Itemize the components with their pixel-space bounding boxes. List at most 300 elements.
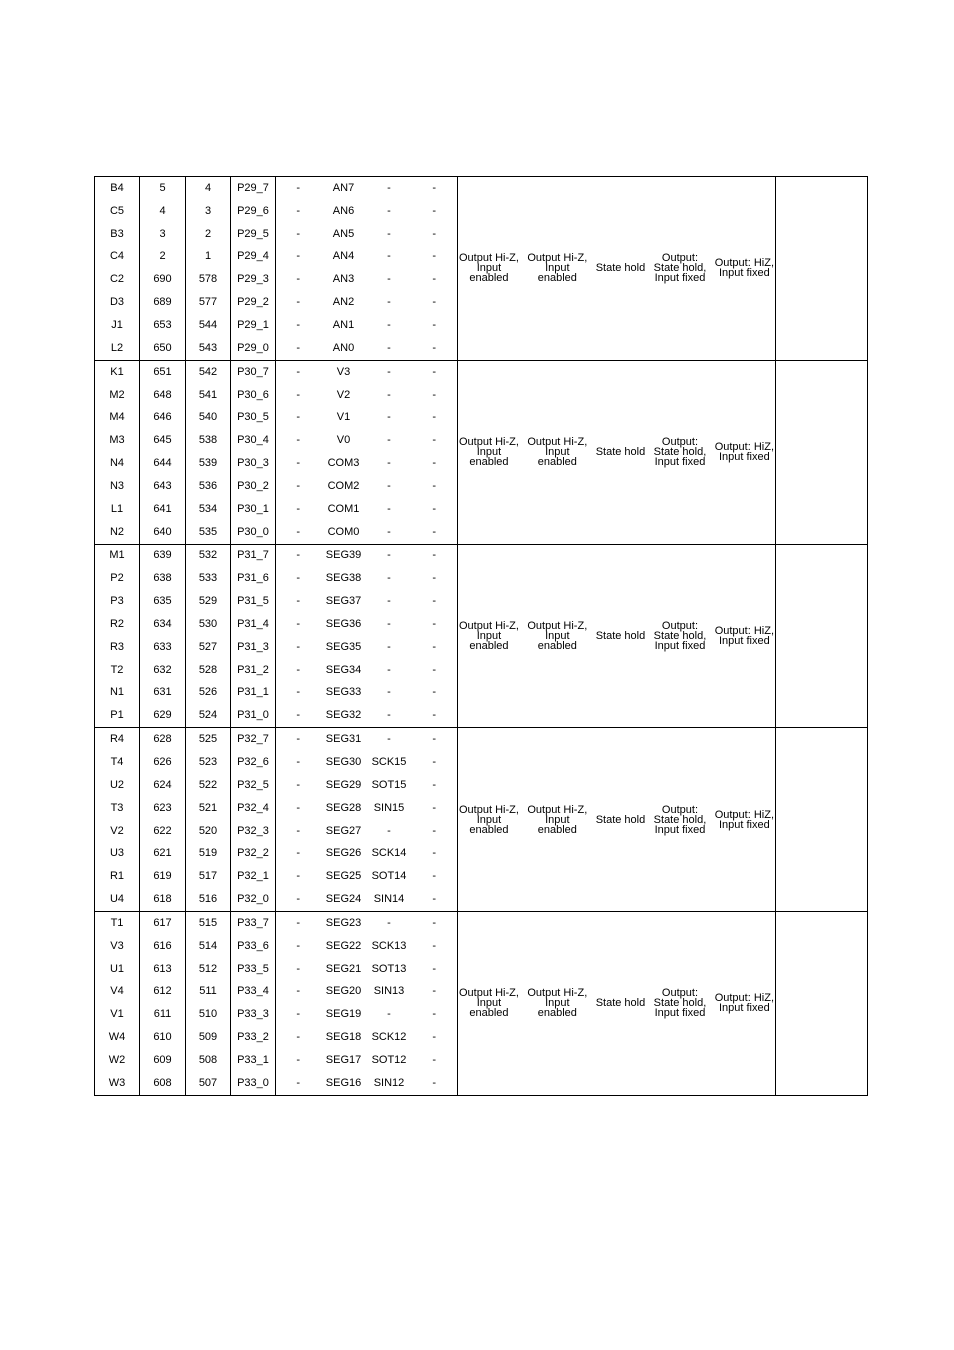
- qfp-pin-a-cell: 610: [140, 1026, 186, 1049]
- func-2-cell: AN3: [332, 273, 355, 286]
- func-3-cell: -: [387, 640, 391, 653]
- func-4-cell: -: [432, 962, 437, 975]
- func-4-cell: -: [412, 544, 458, 567]
- func-4-cell: -: [432, 572, 437, 585]
- func-2-cell: SEG24: [321, 888, 367, 911]
- qfp-pin-a-cell: 3: [140, 223, 186, 246]
- state-label-s1: [459, 437, 519, 467]
- state-label-s4: [654, 253, 707, 283]
- func-3-cell: SIN12: [367, 1072, 412, 1095]
- func-2-cell: SEG21: [325, 962, 362, 975]
- state-label-line: Input fixed: [718, 634, 770, 647]
- func-2-cell: SEG17: [325, 1053, 362, 1066]
- qfp-pin-b-cell: 577: [186, 291, 231, 314]
- qfp-pin-b-cell: 4: [186, 177, 231, 200]
- func-4-cell: -: [432, 870, 437, 883]
- func-1-cell: -: [276, 728, 321, 751]
- state-label-line: Input fixed: [718, 267, 770, 280]
- qfp-pin-b-cell: 512: [186, 958, 231, 981]
- state-label-line: Input fixed: [654, 1007, 706, 1020]
- remarks-cell: [776, 728, 868, 912]
- table-row: [95, 912, 868, 935]
- func-2-cell: SEG38: [325, 572, 362, 585]
- func-3-cell: -: [387, 502, 391, 515]
- qfp-pin-b-cell: 541: [186, 384, 231, 407]
- port-name-cell: P31_3: [231, 636, 276, 659]
- func-3-cell: -: [387, 318, 391, 331]
- qfp-pin-a-cell: 618: [140, 888, 186, 911]
- bga-pin-cell: U2: [95, 774, 140, 797]
- state-label-line: Input fixed: [718, 1002, 770, 1015]
- port-name-cell: P30_6: [231, 384, 276, 407]
- port-name-cell: P29_2: [231, 291, 276, 314]
- state-label-line: Input fixed: [718, 818, 770, 831]
- state-label-line: Output Hi-Z,: [527, 803, 588, 816]
- func-1-cell: -: [276, 1026, 321, 1049]
- func-2-cell: COM2: [327, 479, 360, 492]
- port-name-cell: P30_7: [231, 360, 276, 383]
- state-label-s2: [527, 988, 587, 1018]
- func-2-cell: SEG27: [325, 824, 362, 837]
- port-name-cell: P31_6: [231, 567, 276, 590]
- state-label-line: Output Hi-Z,: [527, 987, 588, 1000]
- qfp-pin-b-cell: 509: [186, 1026, 231, 1049]
- state-label-s2: [527, 805, 587, 835]
- qfp-pin-b-cell: 544: [186, 314, 231, 337]
- func-3-cell: -: [387, 572, 391, 585]
- func-1-cell: -: [276, 544, 321, 567]
- port-name-cell: P33_2: [231, 1026, 276, 1049]
- func-2-cell: SEG19: [325, 1008, 362, 1021]
- state-label-line: enabled: [537, 639, 577, 652]
- qfp-pin-a-cell: 628: [140, 728, 186, 751]
- port-name-cell: P30_1: [231, 498, 276, 521]
- func-1-cell: -: [276, 682, 321, 705]
- state-label-line: Input: [476, 813, 502, 826]
- func-3-cell: -: [387, 434, 391, 447]
- qfp-pin-b-cell: 538: [186, 429, 231, 452]
- func-2-cell: SEG35: [325, 640, 362, 653]
- state-label-line: Input fixed: [718, 451, 770, 464]
- state-label-line: enabled: [469, 639, 509, 652]
- state-label-s3: [596, 263, 646, 273]
- qfp-pin-a-cell: 623: [140, 797, 186, 820]
- state-label-s3: [596, 815, 646, 825]
- port-name-cell: P32_7: [231, 728, 276, 751]
- state-label-s3: [596, 447, 646, 457]
- func-4-cell: -: [412, 888, 458, 911]
- func-1-cell: -: [276, 177, 321, 200]
- func-1-cell: -: [276, 406, 321, 429]
- qfp-pin-b-cell: 519: [186, 842, 231, 865]
- func-4-cell: -: [432, 457, 437, 470]
- state-label-line: Output:: [661, 436, 698, 449]
- func-1-cell: -: [276, 1003, 321, 1026]
- func-3-cell: SOT13: [371, 962, 407, 975]
- qfp-pin-a-cell: 644: [140, 452, 186, 475]
- func-2-cell: SEG36: [325, 617, 362, 630]
- func-3-cell: SOT14: [371, 870, 407, 883]
- qfp-pin-a-cell: 632: [140, 659, 186, 682]
- state-label-s1: [459, 621, 519, 651]
- state-label-line: enabled: [469, 272, 509, 285]
- func-3-cell: -: [367, 177, 412, 200]
- bga-pin-cell: M2: [95, 384, 140, 407]
- qfp-pin-b-cell: 529: [186, 590, 231, 613]
- func-3-cell: -: [387, 663, 391, 676]
- func-1-cell: -: [276, 429, 321, 452]
- qfp-pin-b-cell: 523: [186, 751, 231, 774]
- func-1-cell: -: [276, 820, 321, 843]
- pin-function-table: [94, 176, 868, 1096]
- bga-pin-cell: V1: [95, 1003, 140, 1026]
- port-name-cell: P33_6: [231, 935, 276, 958]
- qfp-pin-b-cell: 534: [186, 498, 231, 521]
- func-4-cell: -: [432, 204, 437, 217]
- func-1-cell: -: [276, 1049, 321, 1072]
- remarks-cell: [776, 177, 868, 361]
- func-3-cell: SIN13: [373, 985, 405, 998]
- port-name-cell: P30_3: [231, 452, 276, 475]
- bga-pin-cell: P1: [95, 704, 140, 727]
- port-name-cell: P32_0: [231, 888, 276, 911]
- func-4-cell: -: [432, 318, 437, 331]
- func-2-cell: SEG16: [321, 1072, 367, 1095]
- port-name-cell: P29_0: [231, 337, 276, 360]
- func-4-cell: -: [432, 434, 437, 447]
- bga-pin-cell: B3: [95, 223, 140, 246]
- func-4-cell: -: [432, 985, 437, 998]
- qfp-pin-a-cell: 641: [140, 498, 186, 521]
- func-2-cell: SEG18: [325, 1031, 362, 1044]
- func-3-cell: -: [387, 479, 391, 492]
- qfp-pin-a-cell: 646: [140, 406, 186, 429]
- state-label-line: Output: HiZ,: [714, 992, 774, 1005]
- func-1-cell: -: [276, 636, 321, 659]
- state-label-line: State hold,: [653, 629, 707, 642]
- state-label-s1: [459, 988, 519, 1018]
- qfp-pin-a-cell: 640: [140, 521, 186, 544]
- bga-pin-cell: R3: [95, 636, 140, 659]
- func-3-cell: -: [387, 250, 391, 263]
- state-label-s2: [527, 437, 587, 467]
- standby-state-cell: [458, 360, 776, 544]
- func-3-cell: -: [387, 457, 391, 470]
- port-name-cell: P33_5: [231, 958, 276, 981]
- qfp-pin-b-cell: 520: [186, 820, 231, 843]
- func-4-cell: -: [432, 1031, 437, 1044]
- state-label-s4: [654, 621, 707, 651]
- table-row: [95, 177, 868, 200]
- func-1-cell: -: [276, 360, 321, 383]
- func-1-cell: -: [276, 337, 321, 360]
- qfp-pin-a-cell: 5: [140, 177, 186, 200]
- state-label-line: Output Hi-Z,: [459, 987, 519, 1000]
- func-4-cell: -: [432, 479, 437, 492]
- bga-pin-cell: L1: [95, 498, 140, 521]
- qfp-pin-a-cell: 622: [140, 820, 186, 843]
- state-label-line: Input: [476, 997, 502, 1010]
- func-2-cell: V1: [336, 411, 351, 424]
- func-1-cell: -: [276, 935, 321, 958]
- port-name-cell: P31_1: [231, 682, 276, 705]
- qfp-pin-b-cell: 533: [186, 567, 231, 590]
- bga-pin-cell: R4: [95, 728, 140, 751]
- bga-pin-cell: R2: [95, 613, 140, 636]
- qfp-pin-b-cell: 3: [186, 200, 231, 223]
- state-label-line: Input: [476, 629, 502, 642]
- func-2-cell: SEG26: [325, 847, 362, 860]
- qfp-pin-a-cell: 689: [140, 291, 186, 314]
- port-name-cell: P33_0: [231, 1072, 276, 1095]
- qfp-pin-b-cell: 508: [186, 1049, 231, 1072]
- table-row: [95, 360, 868, 383]
- port-name-cell: P33_3: [231, 1003, 276, 1026]
- bga-pin-cell: V4: [95, 981, 140, 1004]
- func-3-cell: -: [387, 617, 391, 630]
- standby-state-cell: [458, 177, 776, 361]
- qfp-pin-b-cell: 514: [186, 935, 231, 958]
- func-3-cell: SIN14: [367, 888, 412, 911]
- bga-pin-cell: W4: [95, 1026, 140, 1049]
- standby-state-cell: [458, 544, 776, 728]
- state-label-s3: [596, 998, 646, 1008]
- qfp-pin-b-cell: 515: [186, 912, 231, 935]
- func-1-cell: -: [276, 246, 321, 269]
- bga-pin-cell: T4: [95, 751, 140, 774]
- port-name-cell: P32_1: [231, 865, 276, 888]
- func-1-cell: -: [276, 590, 321, 613]
- port-name-cell: P31_0: [231, 704, 276, 727]
- state-label-line: Output Hi-Z,: [459, 252, 519, 265]
- state-label-s1: [459, 805, 519, 835]
- func-2-cell: SEG25: [325, 870, 362, 883]
- qfp-pin-a-cell: 612: [140, 981, 186, 1004]
- qfp-pin-b-cell: 2: [186, 223, 231, 246]
- state-label-line: Input: [545, 262, 570, 275]
- qfp-pin-a-cell: 619: [140, 865, 186, 888]
- qfp-pin-b-cell: 527: [186, 636, 231, 659]
- func-3-cell: -: [387, 595, 391, 608]
- func-4-cell: -: [432, 617, 437, 630]
- state-label-line: Input: [476, 446, 502, 459]
- bga-pin-cell: U3: [95, 842, 140, 865]
- port-name-cell: P31_7: [231, 544, 276, 567]
- func-4-cell: -: [432, 1008, 437, 1021]
- func-2-cell: AN0: [321, 337, 367, 360]
- bga-pin-cell: U1: [95, 958, 140, 981]
- func-1-cell: -: [276, 613, 321, 636]
- port-name-cell: P29_6: [231, 200, 276, 223]
- func-4-cell: -: [432, 502, 437, 515]
- port-name-cell: P31_5: [231, 590, 276, 613]
- bga-pin-cell: V2: [95, 820, 140, 843]
- state-label-s4: [654, 437, 707, 467]
- state-label-s4: [654, 805, 707, 835]
- func-3-cell: -: [367, 912, 412, 935]
- qfp-pin-a-cell: 626: [140, 751, 186, 774]
- port-name-cell: P29_5: [231, 223, 276, 246]
- state-label-line: State hold: [595, 813, 646, 826]
- qfp-pin-a-cell: 633: [140, 636, 186, 659]
- qfp-pin-a-cell: 631: [140, 682, 186, 705]
- state-label-line: enabled: [469, 823, 509, 836]
- state-label-line: Input fixed: [654, 823, 706, 836]
- func-2-cell: SEG23: [321, 912, 367, 935]
- qfp-pin-a-cell: 643: [140, 475, 186, 498]
- func-3-cell: -: [367, 728, 412, 751]
- qfp-pin-b-cell: 524: [186, 704, 231, 727]
- state-label-s2: [527, 253, 587, 283]
- state-label-line: Output Hi-Z,: [459, 436, 519, 449]
- bga-pin-cell: C5: [95, 200, 140, 223]
- port-name-cell: P32_6: [231, 751, 276, 774]
- table-row: [95, 728, 868, 751]
- func-4-cell: -: [432, 663, 437, 676]
- func-3-cell: -: [367, 521, 412, 544]
- state-label-line: State hold: [595, 262, 646, 275]
- state-label-line: Output:: [661, 252, 698, 265]
- func-3-cell: SCK15: [371, 756, 407, 769]
- func-3-cell: -: [367, 337, 412, 360]
- state-label-line: Input: [545, 446, 570, 459]
- func-2-cell: V0: [336, 434, 351, 447]
- state-label-line: State hold,: [653, 446, 707, 459]
- state-label-line: Output:: [661, 619, 698, 632]
- func-1-cell: -: [276, 888, 321, 911]
- qfp-pin-a-cell: 624: [140, 774, 186, 797]
- qfp-pin-b-cell: 525: [186, 728, 231, 751]
- state-label-line: Output: HiZ,: [714, 257, 774, 270]
- state-label-line: Output Hi-Z,: [527, 619, 588, 632]
- func-2-cell: COM1: [327, 502, 360, 515]
- func-4-cell: -: [432, 250, 437, 263]
- qfp-pin-a-cell: 690: [140, 268, 186, 291]
- func-2-cell: SEG39: [321, 544, 367, 567]
- func-2-cell: AN5: [332, 227, 355, 240]
- qfp-pin-a-cell: 648: [140, 384, 186, 407]
- func-4-cell: -: [412, 704, 458, 727]
- state-label-s5: [715, 442, 774, 462]
- port-name-cell: P30_4: [231, 429, 276, 452]
- state-label-line: State hold: [595, 997, 646, 1010]
- func-2-cell: AN6: [332, 204, 355, 217]
- qfp-pin-b-cell: 510: [186, 1003, 231, 1026]
- state-label-line: Output Hi-Z,: [459, 619, 519, 632]
- bga-pin-cell: M1: [95, 544, 140, 567]
- table-row: [95, 544, 868, 567]
- standby-state-cell: [458, 728, 776, 912]
- func-4-cell: -: [432, 847, 437, 860]
- func-3-cell: -: [387, 273, 391, 286]
- func-4-cell: -: [432, 939, 437, 952]
- state-label-line: Input: [545, 629, 570, 642]
- qfp-pin-a-cell: 638: [140, 567, 186, 590]
- state-label-line: enabled: [537, 272, 577, 285]
- func-3-cell: -: [387, 388, 391, 401]
- state-label-s5: [715, 810, 774, 830]
- state-label-s4: [654, 988, 707, 1018]
- bga-pin-cell: R1: [95, 865, 140, 888]
- qfp-pin-b-cell: 543: [186, 337, 231, 360]
- func-4-cell: -: [432, 1053, 437, 1066]
- state-label-line: Output Hi-Z,: [527, 252, 588, 265]
- qfp-pin-a-cell: 621: [140, 842, 186, 865]
- qfp-pin-b-cell: 528: [186, 659, 231, 682]
- func-1-cell: -: [276, 475, 321, 498]
- func-3-cell: -: [387, 1008, 391, 1021]
- func-1-cell: -: [276, 842, 321, 865]
- bga-pin-cell: W3: [95, 1072, 140, 1095]
- qfp-pin-b-cell: 530: [186, 613, 231, 636]
- func-1-cell: -: [276, 1072, 321, 1095]
- func-1-cell: -: [276, 498, 321, 521]
- state-label-s3: [596, 631, 646, 641]
- qfp-pin-a-cell: 639: [140, 544, 186, 567]
- qfp-pin-b-cell: 516: [186, 888, 231, 911]
- qfp-pin-b-cell: 536: [186, 475, 231, 498]
- func-2-cell: AN4: [332, 250, 355, 263]
- port-name-cell: P31_2: [231, 659, 276, 682]
- bga-pin-cell: B4: [95, 177, 140, 200]
- bga-pin-cell: N2: [95, 521, 140, 544]
- qfp-pin-a-cell: 608: [140, 1072, 186, 1095]
- state-label-line: Input fixed: [654, 639, 706, 652]
- func-4-cell: -: [412, 912, 458, 935]
- func-1-cell: -: [276, 797, 321, 820]
- qfp-pin-a-cell: 617: [140, 912, 186, 935]
- port-name-cell: P29_1: [231, 314, 276, 337]
- state-label-line: enabled: [537, 456, 577, 469]
- func-4-cell: -: [432, 756, 437, 769]
- remarks-cell: [776, 360, 868, 544]
- func-4-cell: -: [412, 177, 458, 200]
- state-label-line: enabled: [469, 456, 509, 469]
- qfp-pin-b-cell: 517: [186, 865, 231, 888]
- qfp-pin-b-cell: 522: [186, 774, 231, 797]
- func-2-cell: SEG30: [325, 756, 362, 769]
- port-name-cell: P30_0: [231, 521, 276, 544]
- port-name-cell: P31_4: [231, 613, 276, 636]
- bga-pin-cell: W2: [95, 1049, 140, 1072]
- func-4-cell: -: [412, 1072, 458, 1095]
- qfp-pin-b-cell: 535: [186, 521, 231, 544]
- func-2-cell: V2: [336, 388, 351, 401]
- func-4-cell: -: [412, 521, 458, 544]
- standby-state-cell: [458, 912, 776, 1096]
- state-label-line: Output: HiZ,: [714, 441, 774, 454]
- state-label-line: Output: HiZ,: [714, 808, 774, 821]
- state-label-s5: [715, 626, 774, 646]
- port-name-cell: P30_2: [231, 475, 276, 498]
- func-1-cell: -: [276, 958, 321, 981]
- func-3-cell: SCK12: [371, 1031, 407, 1044]
- qfp-pin-a-cell: 645: [140, 429, 186, 452]
- qfp-pin-b-cell: 526: [186, 682, 231, 705]
- state-label-line: Input: [545, 813, 570, 826]
- func-4-cell: -: [432, 273, 437, 286]
- bga-pin-cell: V3: [95, 935, 140, 958]
- func-1-cell: -: [276, 659, 321, 682]
- func-1-cell: -: [276, 291, 321, 314]
- func-4-cell: -: [432, 824, 437, 837]
- bga-pin-cell: P3: [95, 590, 140, 613]
- bga-pin-cell: L2: [95, 337, 140, 360]
- func-3-cell: SCK13: [371, 939, 407, 952]
- qfp-pin-b-cell: 511: [186, 981, 231, 1004]
- qfp-pin-a-cell: 629: [140, 704, 186, 727]
- port-name-cell: P33_1: [231, 1049, 276, 1072]
